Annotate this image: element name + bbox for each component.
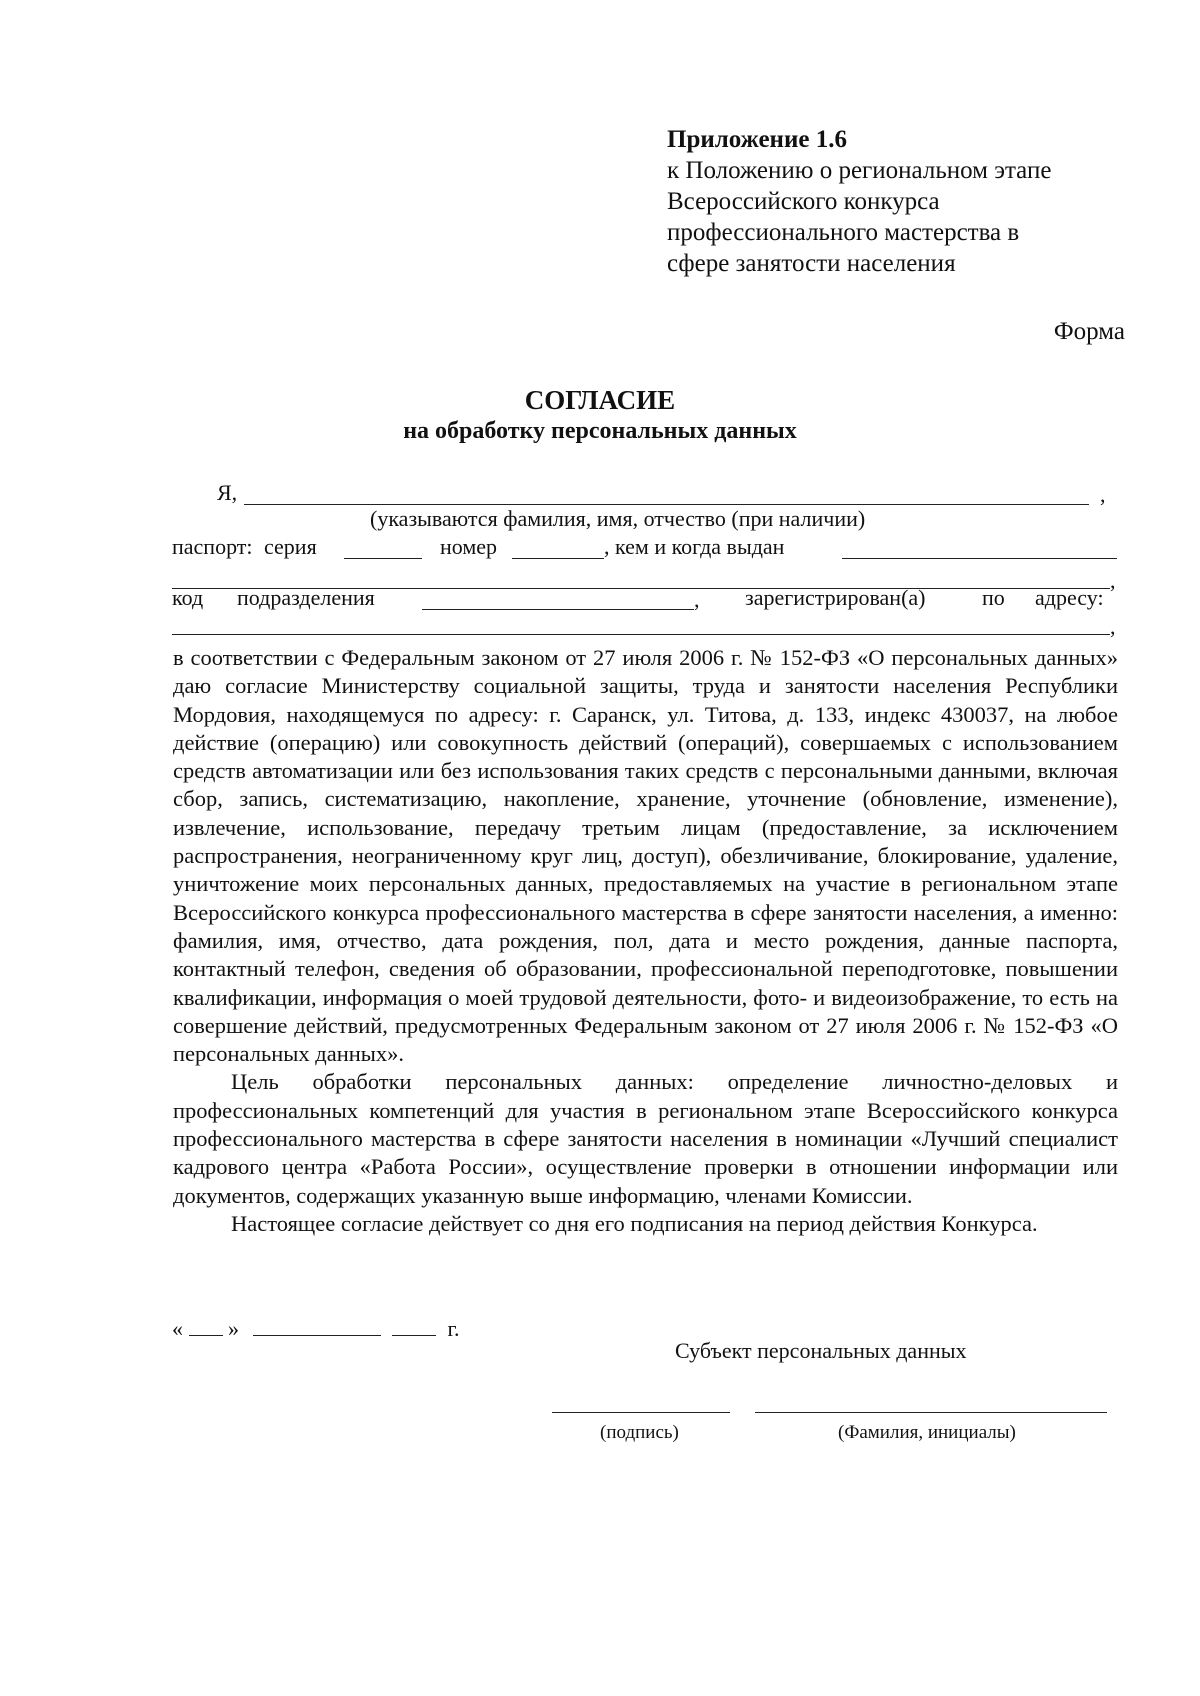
comma: , [1110,614,1116,639]
close-quote: » [228,1316,239,1341]
month-field-line[interactable] [253,1335,381,1336]
consent-body [173,644,1118,1238]
division-row [172,585,1117,613]
registered-label: зарегистрирован(а) [745,585,926,610]
i-label: Я, [217,480,238,505]
appendix-line: к Положению о региональном этапе [667,157,1052,184]
signature-caption: (подпись) [600,1422,679,1443]
comma: , [1110,568,1116,593]
issued-field-line[interactable] [842,558,1117,559]
comma: , [1100,482,1106,507]
division-label: подразделения [237,585,375,610]
issued-label: , кем и когда выдан [604,534,785,559]
form-label: Форма [1053,318,1125,345]
passport-row [172,534,1117,562]
appendix-line: Всероссийского конкурса [667,188,940,215]
series-field-line[interactable] [344,558,422,559]
appendix-block [667,124,1137,279]
document-subtitle: на обработку персональных данных [403,418,797,444]
day-field-line[interactable] [189,1335,223,1336]
name-field-line[interactable] [244,504,1089,505]
appendix-line: профессионального мастерства в [667,219,1020,246]
purpose-paragraph: Цель обработки персональных данных: определение личностно-деловых и профессиональных компетенций для участия в региональном этапе Всероссийского конкурса профессионального мастерства в сфере занятости населения в номинации «Лучший специалист кадрового центра «Работа России», осуществление проверки в отношении информации или документов, содержащих указанную выше информацию, членами Комиссии. [173,1069,1118,1208]
name-initials-caption: (Фамилия, инициалы) [838,1422,1016,1443]
code-label: код [172,585,204,610]
address-row [172,612,1117,640]
name-row [172,480,1117,508]
open-quote: « [172,1316,183,1341]
appendix-line: сфере занятости населения [667,250,956,277]
signature-field-line[interactable] [552,1412,730,1413]
name-initials-field-line[interactable] [755,1412,1107,1413]
series-label: серия [264,534,317,559]
subject-label: Субъект персональных данных [675,1338,967,1363]
appendix-title: Приложение 1.6 [667,126,847,153]
address-field-line[interactable] [172,634,1110,635]
address-label: адресу: [1035,585,1104,610]
validity-paragraph: Настоящее согласие действует со дня его подписания на период действия Конкурса. [231,1210,1038,1236]
at-label: по [982,585,1005,610]
comma: , [694,587,700,612]
year-suffix: г. [447,1316,460,1341]
date-row [172,1316,460,1342]
name-hint: (указываются фамилия, имя, отчество (при наличии) [370,506,866,531]
division-code-field-line[interactable] [422,609,694,610]
passport-label: паспорт: [172,534,253,559]
year-field-line[interactable] [392,1335,436,1336]
number-field-line[interactable] [512,558,604,559]
document-title: СОГЛАСИЕ [524,385,676,415]
number-label: номер [440,534,498,559]
consent-paragraph: в соответствии с Федеральным законом от 27 июля 2006 г. № 152-ФЗ «О персональных данных» даю согласие Министерству социальной защиты, труда и занятости населения Республики Мордовия, находящемуся по адресу: г. Саранск, ул. Титова, д. 133, индекс 430037, на любое действие (операцию) или совокупность действий (операций), совершаемых с использованием средств автоматизации или без использования таких средств с персональными данными, включая сбор, запись, систематизацию, накопление, хранение, уточнение (обновление, изменение), извлечение, использование, передачу третьим лицам (предоставление, за исключением распространения, неограниченному круг лиц, доступ), обезличивание, блокирование, удаление, уничтожение моих персональных данных, предоставляемых на участие в региональном этапе Всероссийского конкурса профессионального мастерства в сфере занятости населения, а именно: фамилия, имя, отчество, дата рождения, пол, дата и место рождения, данные паспорта, контактный телефон, сведения об образовании, профессиональной переподготовке, повышении квалификации, информация о моей трудовой деятельности, фото- и видеоизображение, то есть на совершение действий, предусмотренных Федеральным законом от 27 июля 2006 г. № 152-ФЗ «О персональных данных». [173,645,1118,1067]
